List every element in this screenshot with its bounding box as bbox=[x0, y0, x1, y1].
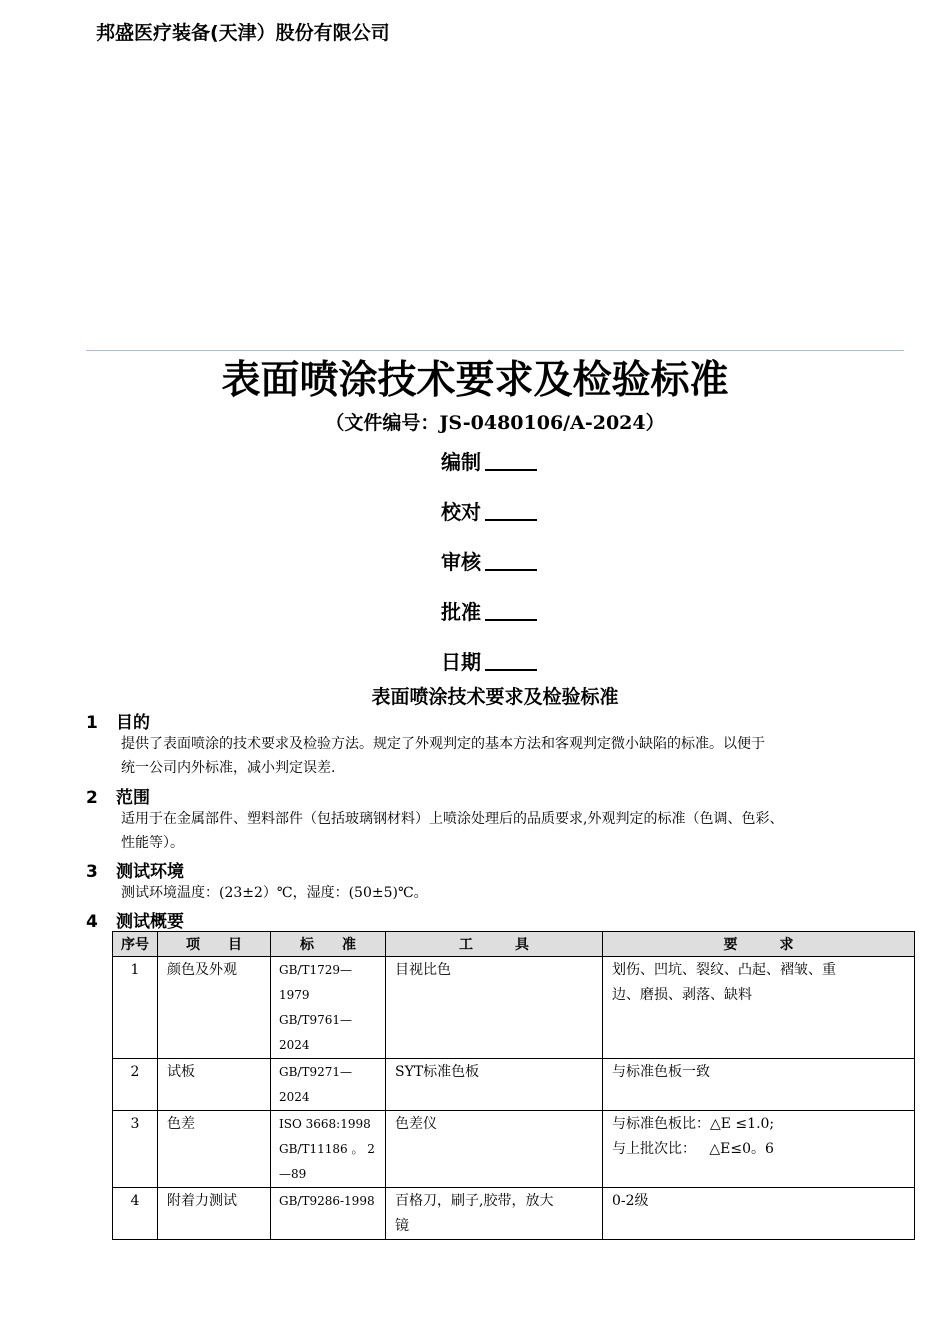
section-3-text bbox=[121, 881, 921, 905]
requirement-line: 与标准色板比：△E ≤1.0; bbox=[612, 1116, 775, 1132]
section-1-heading bbox=[86, 708, 150, 733]
column-header: 要 求 bbox=[603, 932, 915, 957]
cell-no: 3 bbox=[113, 1111, 158, 1188]
cell-standard bbox=[271, 1111, 386, 1188]
document-number: （文件编号：JS-0480106/A-2024） bbox=[325, 412, 665, 434]
section-number: 2 bbox=[86, 788, 98, 808]
cell-standard bbox=[271, 957, 386, 1059]
cell-tool: 色差仪 bbox=[386, 1111, 603, 1188]
requirement-line: 与上批次比： △E≤0。6 bbox=[612, 1141, 774, 1157]
signoff-label: 编制 bbox=[441, 450, 481, 474]
table-row bbox=[113, 1111, 915, 1188]
signoff-label: 批准 bbox=[441, 600, 481, 624]
section-title: 目的 bbox=[116, 713, 150, 733]
requirement-line: 0-2级 bbox=[612, 1193, 649, 1209]
cell-standard bbox=[271, 1059, 386, 1111]
section-title: 范围 bbox=[116, 788, 150, 808]
cell-no: 1 bbox=[113, 957, 158, 1059]
company-name: 邦盛医疗装备(天津）股份有限公司 bbox=[96, 22, 390, 44]
text-line: 测试环境温度：(23±2）℃，湿度：(50±5)℃。 bbox=[121, 885, 428, 901]
requirement-line: 边、磨损、剥落、缺料 bbox=[612, 987, 752, 1003]
section-number: 1 bbox=[86, 713, 98, 733]
column-header: 工 具 bbox=[386, 932, 603, 957]
signoff-blank[interactable] bbox=[485, 449, 537, 471]
text-line: 提供了表面喷涂的技术要求及检验方法。规定了外观判定的基本方法和客观判定微小缺陷的标准。以便于 bbox=[121, 736, 765, 752]
text-line: 适用于在金属部件、塑料部件（包括玻璃钢材料）上喷涂处理后的品质要求,外观判定的标准（色调、色彩、 bbox=[121, 811, 784, 827]
section-number: 4 bbox=[86, 912, 98, 932]
table-row bbox=[113, 1188, 915, 1240]
cell-tool: SYT标准色板 bbox=[386, 1059, 603, 1111]
section-title: 测试概要 bbox=[116, 912, 184, 932]
section-heading-title: 表面喷涂技术要求及检验标准 bbox=[371, 686, 619, 708]
cell-item: 附着力测试 bbox=[158, 1188, 271, 1240]
standard-line: 2024 bbox=[279, 1090, 310, 1104]
requirement-line: 划伤、凹坑、裂纹、凸起、褶皱、重 bbox=[612, 962, 836, 978]
signoff-blank[interactable] bbox=[485, 599, 537, 621]
section-3-heading bbox=[86, 857, 184, 882]
tool-line: 镜 bbox=[395, 1218, 409, 1234]
text-line: 性能等）。 bbox=[121, 835, 184, 851]
signoff-label: 校对 bbox=[441, 500, 481, 524]
table-header-row bbox=[113, 932, 915, 957]
tool-line: 百格刀，刷子,胶带，放大 bbox=[395, 1193, 554, 1209]
signoff-compile bbox=[441, 446, 537, 475]
header-divider bbox=[86, 350, 904, 351]
section-title: 测试环境 bbox=[116, 862, 184, 882]
signoff-blank[interactable] bbox=[485, 499, 537, 521]
signoff-review bbox=[441, 546, 537, 575]
section-4-heading bbox=[86, 907, 184, 932]
signoff-label: 审核 bbox=[441, 550, 481, 574]
signoff-blank[interactable] bbox=[485, 549, 537, 571]
cell-no: 4 bbox=[113, 1188, 158, 1240]
cell-item: 颜色及外观 bbox=[158, 957, 271, 1059]
standard-line: GB/T9271— bbox=[279, 1065, 352, 1079]
section-1-text bbox=[121, 732, 921, 780]
cell-requirement bbox=[603, 1111, 915, 1188]
table-row bbox=[113, 957, 915, 1059]
standard-line: 2024 bbox=[279, 1038, 310, 1052]
signoff-proofread bbox=[441, 496, 537, 525]
document-title: 表面喷涂技术要求及检验标准 bbox=[221, 357, 729, 403]
signoff-approve bbox=[441, 596, 537, 625]
standard-line: 1979 bbox=[279, 988, 310, 1002]
standard-line: GB/T1729— bbox=[279, 963, 352, 977]
standard-line: ISO 3668:1998 bbox=[279, 1117, 371, 1131]
column-header: 标 准 bbox=[271, 932, 386, 957]
table-row bbox=[113, 1059, 915, 1111]
cell-standard bbox=[271, 1188, 386, 1240]
requirement-line: 与标准色板一致 bbox=[612, 1064, 710, 1080]
cell-requirement bbox=[603, 957, 915, 1059]
section-2-heading bbox=[86, 783, 150, 808]
cell-requirement bbox=[603, 1059, 915, 1111]
test-summary-table bbox=[112, 931, 915, 1240]
section-number: 3 bbox=[86, 862, 98, 882]
standard-line: GB/T9286-1998 bbox=[279, 1194, 375, 1208]
standard-line: GB/T9761— bbox=[279, 1013, 352, 1027]
text-line: 统一公司内外标准，减小判定误差. bbox=[121, 760, 336, 776]
standard-line: GB/T11186 。 2 bbox=[279, 1142, 375, 1156]
cell-item: 试板 bbox=[158, 1059, 271, 1111]
column-header: 项 目 bbox=[158, 932, 271, 957]
cell-tool: 目视比色 bbox=[386, 957, 603, 1059]
signoff-label: 日期 bbox=[441, 650, 481, 674]
cell-tool bbox=[386, 1188, 603, 1240]
cell-item: 色差 bbox=[158, 1111, 271, 1188]
cell-no: 2 bbox=[113, 1059, 158, 1111]
standard-line: —89 bbox=[279, 1167, 307, 1181]
cell-requirement bbox=[603, 1188, 915, 1240]
section-2-text bbox=[121, 807, 921, 855]
column-header: 序号 bbox=[113, 932, 158, 957]
signoff-blank[interactable] bbox=[485, 649, 537, 671]
signoff-date bbox=[441, 646, 537, 675]
